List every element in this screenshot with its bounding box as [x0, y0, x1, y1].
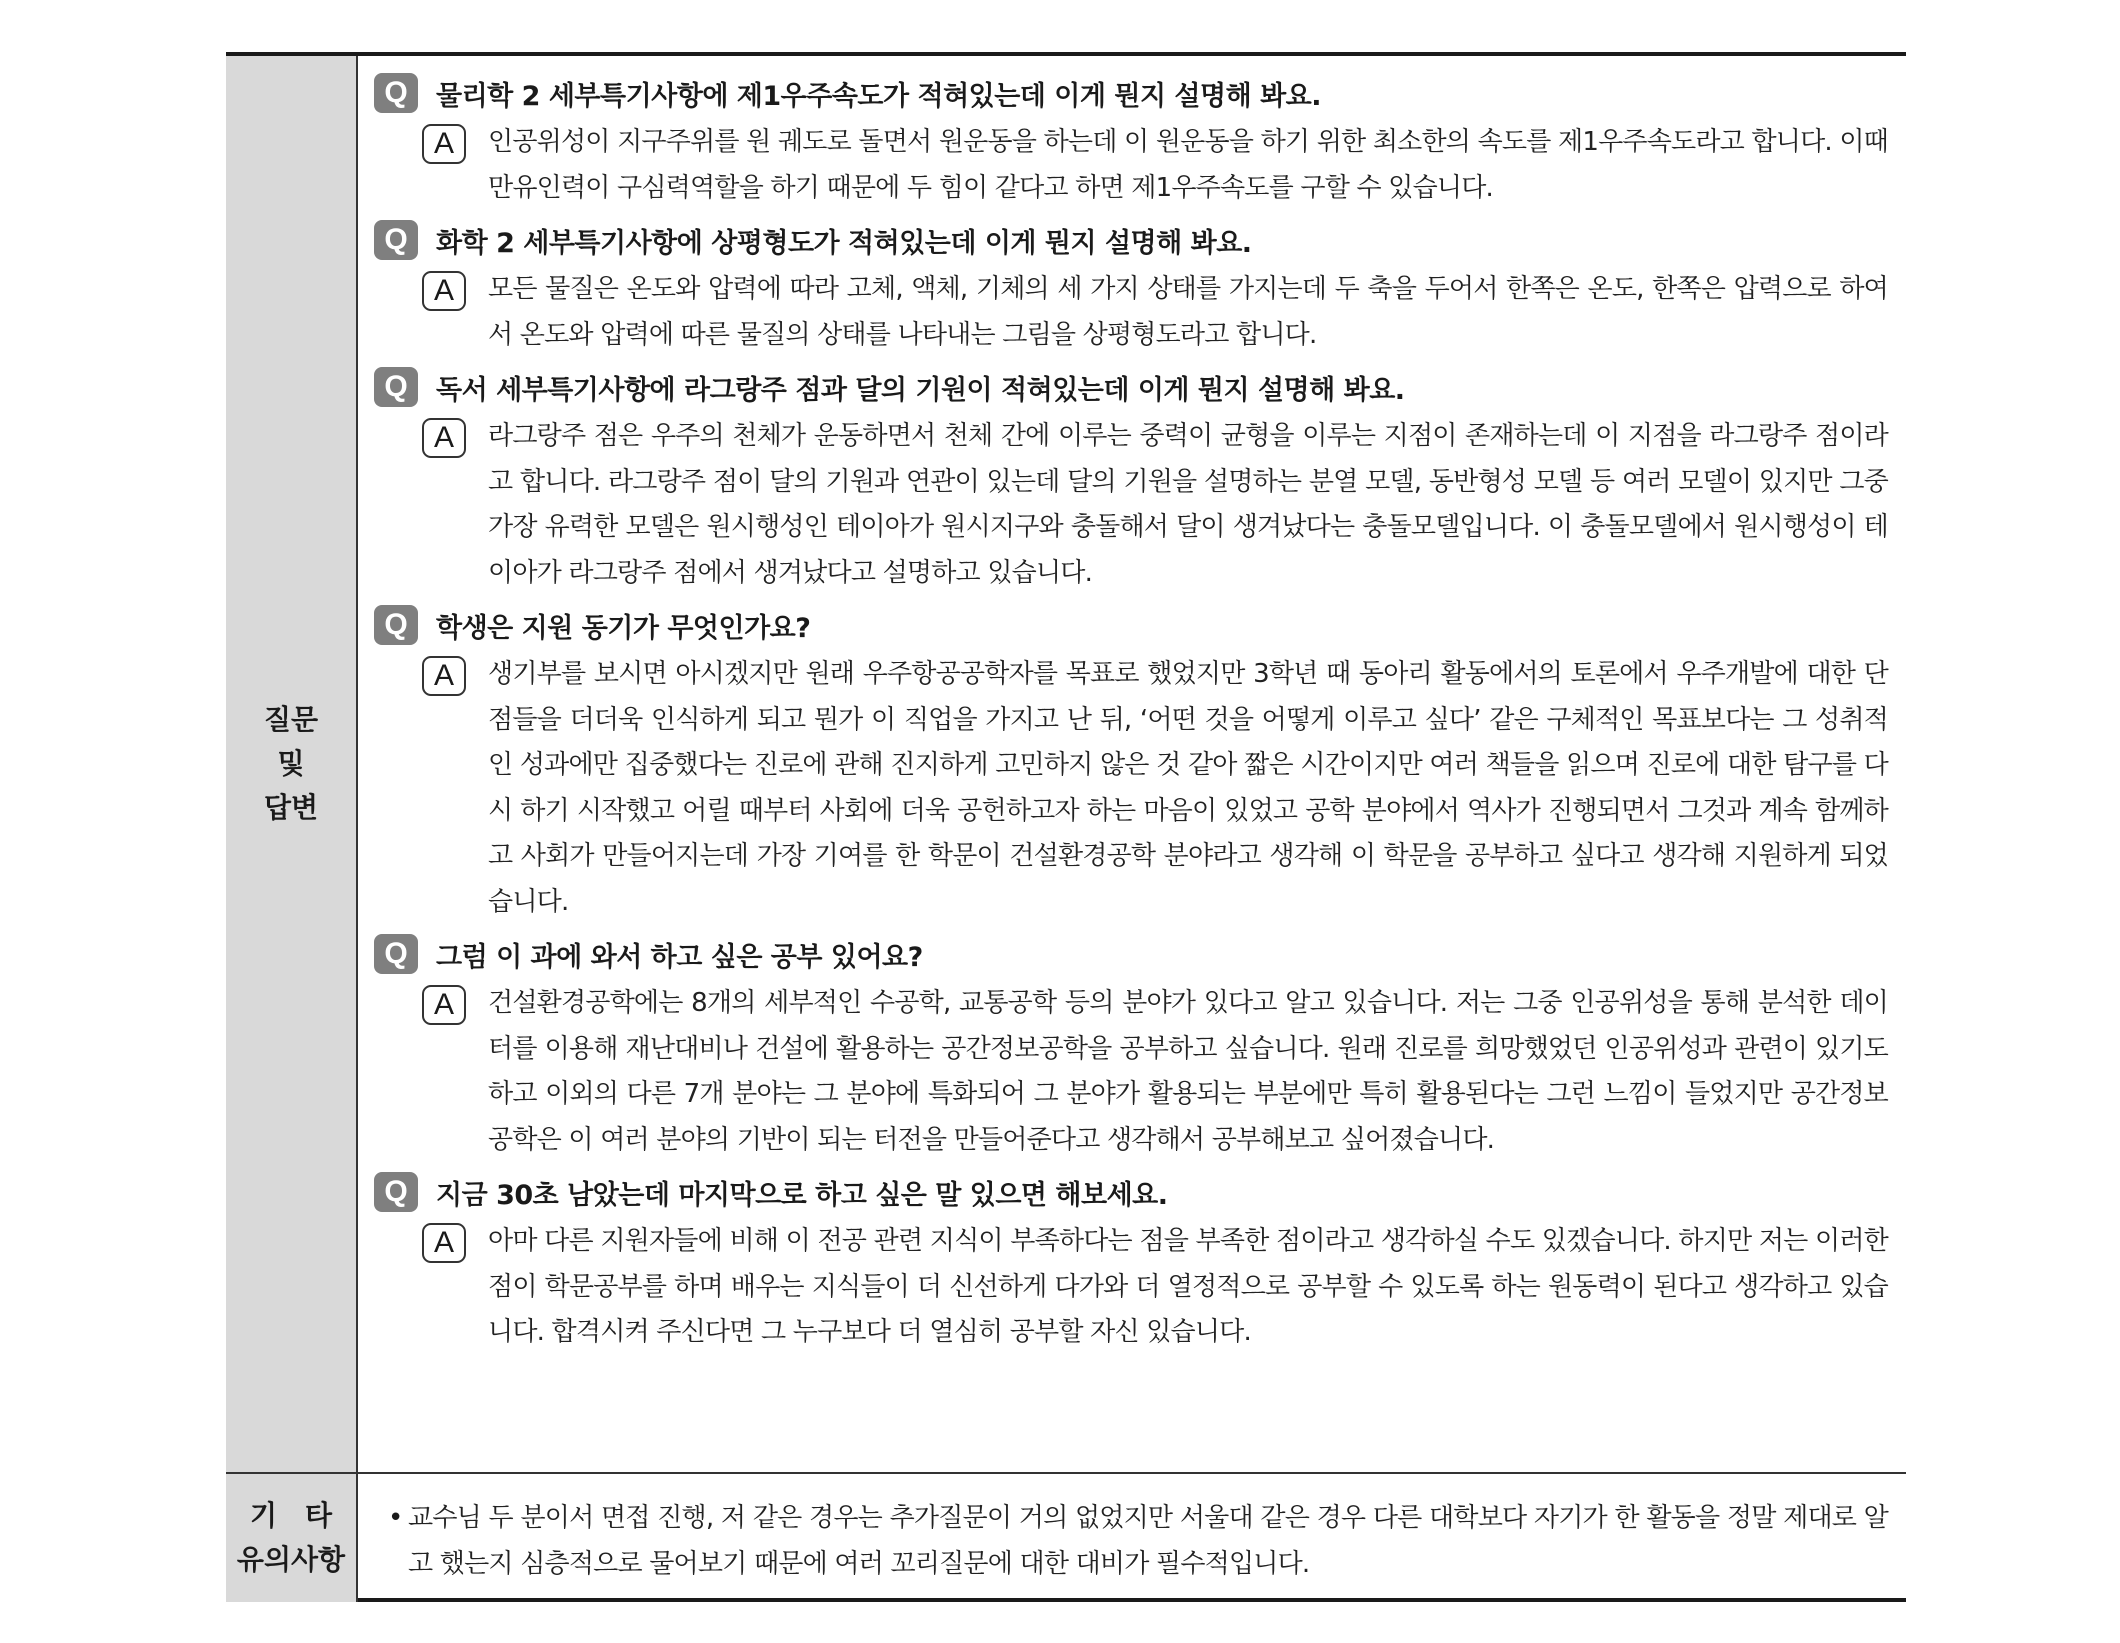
question-line — [374, 1169, 1892, 1215]
etc-note: 교수님 두 분이서 면접 진행, 저 같은 경우는 추가질문이 거의 없었지만 서울대 같은 경우 다른 대학보다 자기가 한 활동을 정말 제대로 알고 했는지 심층적으로 물어보기 때문에 여러 꼬리질문에 대한 대비가 필수적입니다. — [408, 1503, 1888, 1579]
answer-block — [374, 414, 1892, 596]
interview-table — [226, 52, 1906, 1602]
question-badge-icon: Q — [374, 220, 418, 260]
answer-badge-icon: A — [422, 985, 466, 1025]
question-line — [374, 70, 1892, 116]
question-line — [374, 217, 1892, 263]
etc-label: 기 타 유의사항 — [236, 1499, 346, 1576]
answer-text: 생기부를 보시면 아시겠지만 원래 우주항공공학자를 목표로 했었지만 3학년 때 동아리 활동에서의 토론에서 우주개발에 대한 단점들을 더더욱 인식하게 되고 뭔가 이 직업을 가지고 난 뒤, ‘어떤 것을 어떻게 이루고 싶다’ 같은 구체적인 목표보다는 그 성취적인 성과에만 집중했다는 진로에 관해 진지하게 고민하지 않은 것 같아 짧은 시간이지만 여러 책들을 읽으며 진로에 대한 탐구를 다시 하기 시작했고 어릴 때부터 사회에 더욱 공헌하고자 하는 마음이 있었고 공학 분야에서 역사가 진행되면서 그것과 계속 함께하고 사회가 만들어지는데 가장 기여를 한 학문이 건설환경공학 분야라고 생각해 이 학문을 공부하고 싶다고 생각해 지원하게 되었습니다. — [488, 659, 1888, 917]
etc-content — [374, 1474, 1892, 1602]
etc-label-cell — [226, 1474, 358, 1602]
qa-label: 질문 및 답변 — [263, 703, 319, 824]
question-badge-icon: Q — [374, 367, 418, 407]
answer-badge-icon: A — [422, 271, 466, 311]
qa-item — [374, 1169, 1892, 1356]
etc-row — [226, 1474, 1906, 1602]
qa-label-cell — [226, 56, 358, 1472]
qa-list — [374, 56, 1892, 1356]
qa-item — [374, 931, 1892, 1163]
question-text: 지금 30초 남았는데 마지막으로 하고 싶은 말 있으면 해보세요. — [436, 1179, 1168, 1211]
qa-item — [374, 217, 1892, 358]
question-badge-icon: Q — [374, 934, 418, 974]
answer-badge-icon: A — [422, 1223, 466, 1263]
question-badge-icon: Q — [374, 73, 418, 113]
question-text: 학생은 지원 동기가 무엇인가요? — [436, 612, 811, 644]
question-text: 물리학 2 세부특기사항에 제1우주속도가 적혀있는데 이게 뭔지 설명해 봐요. — [436, 80, 1321, 112]
question-text: 독서 세부특기사항에 라그랑주 점과 달의 기원이 적혀있는데 이게 뭔지 설명해 봐요. — [436, 374, 1405, 406]
answer-text: 인공위성이 지구주위를 원 궤도로 돌면서 원운동을 하는데 이 원운동을 하기 위한 최소한의 속도를 제1우주속도라고 합니다. 이때 만유인력이 구심력역할을 하기 때문에 두 힘이 같다고 하면 제1우주속도를 구할 수 있습니다. — [488, 127, 1888, 203]
answer-badge-icon: A — [422, 418, 466, 458]
question-line — [374, 931, 1892, 977]
answer-block — [374, 1219, 1892, 1356]
answer-block — [374, 652, 1892, 925]
answer-text: 라그랑주 점은 우주의 천체가 운동하면서 천체 간에 이루는 중력이 균형을 이루는 지점이 존재하는데 이 지점을 라그랑주 점이라고 합니다. 라그랑주 점이 달의 기원과 연관이 있는데 달의 기원을 설명하는 분열 모델, 동반형성 모델 등 여러 모델이 있지만 그중 가장 유력한 모델은 원시행성인 테이아가 원시지구와 충돌해서 달이 생겨났다는 충돌모델입니다. 이 충돌모델에서 원시행성이 테이아가 라그랑주 점에서 생겨났다고 설명하고 있습니다. — [488, 421, 1888, 588]
qa-item — [374, 364, 1892, 596]
question-line — [374, 364, 1892, 410]
question-badge-icon: Q — [374, 1172, 418, 1212]
answer-block — [374, 267, 1892, 358]
question-badge-icon: Q — [374, 605, 418, 645]
qa-item — [374, 602, 1892, 925]
answer-badge-icon: A — [422, 124, 466, 164]
question-text: 화학 2 세부특기사항에 상평형도가 적혀있는데 이게 뭔지 설명해 봐요. — [436, 227, 1252, 259]
bullet-icon: • — [388, 1503, 404, 1533]
question-line — [374, 602, 1892, 648]
qa-item — [374, 70, 1892, 211]
answer-text: 모든 물질은 온도와 압력에 따라 고체, 액체, 기체의 세 가지 상태를 가지는데 두 축을 두어서 한쪽은 온도, 한쪽은 압력으로 하여서 온도와 압력에 따른 물질의 상태를 나타내는 그림을 상평형도라고 합니다. — [488, 274, 1888, 350]
answer-text: 아마 다른 지원자들에 비해 이 전공 관련 지식이 부족하다는 점을 부족한 점이라고 생각하실 수도 있겠습니다. 하지만 저는 이러한 점이 학문공부를 하며 배우는 지식들이 더 신선하게 다가와 더 열정적으로 공부할 수 있도록 하는 원동력이 된다고 생각하고 있습니다. 합격시켜 주신다면 그 누구보다 더 열심히 공부할 자신 있습니다. — [488, 1226, 1888, 1347]
qa-content — [374, 56, 1892, 1472]
answer-badge-icon: A — [422, 656, 466, 696]
answer-block — [374, 120, 1892, 211]
qa-row — [226, 56, 1906, 1474]
answer-text: 건설환경공학에는 8개의 세부적인 수공학, 교통공학 등의 분야가 있다고 알고 있습니다. 저는 그중 인공위성을 통해 분석한 데이터를 이용해 재난대비나 건설에 활용하는 공간정보공학을 공부하고 싶습니다. 원래 진로를 희망했었던 인공위성과 관련이 있기도 하고 이외의 다른 7개 분야는 그 분야에 특화되어 그 분야가 활용되는 부분에만 특히 활용된다는 그런 느낌이 들었지만 공간정보공학은 이 여러 분야의 기반이 되는 터전을 만들어준다고 생각해서 공부해보고 싶어졌습니다. — [488, 988, 1888, 1155]
question-text: 그럼 이 과에 와서 하고 싶은 공부 있어요? — [436, 941, 923, 973]
answer-block — [374, 981, 1892, 1163]
